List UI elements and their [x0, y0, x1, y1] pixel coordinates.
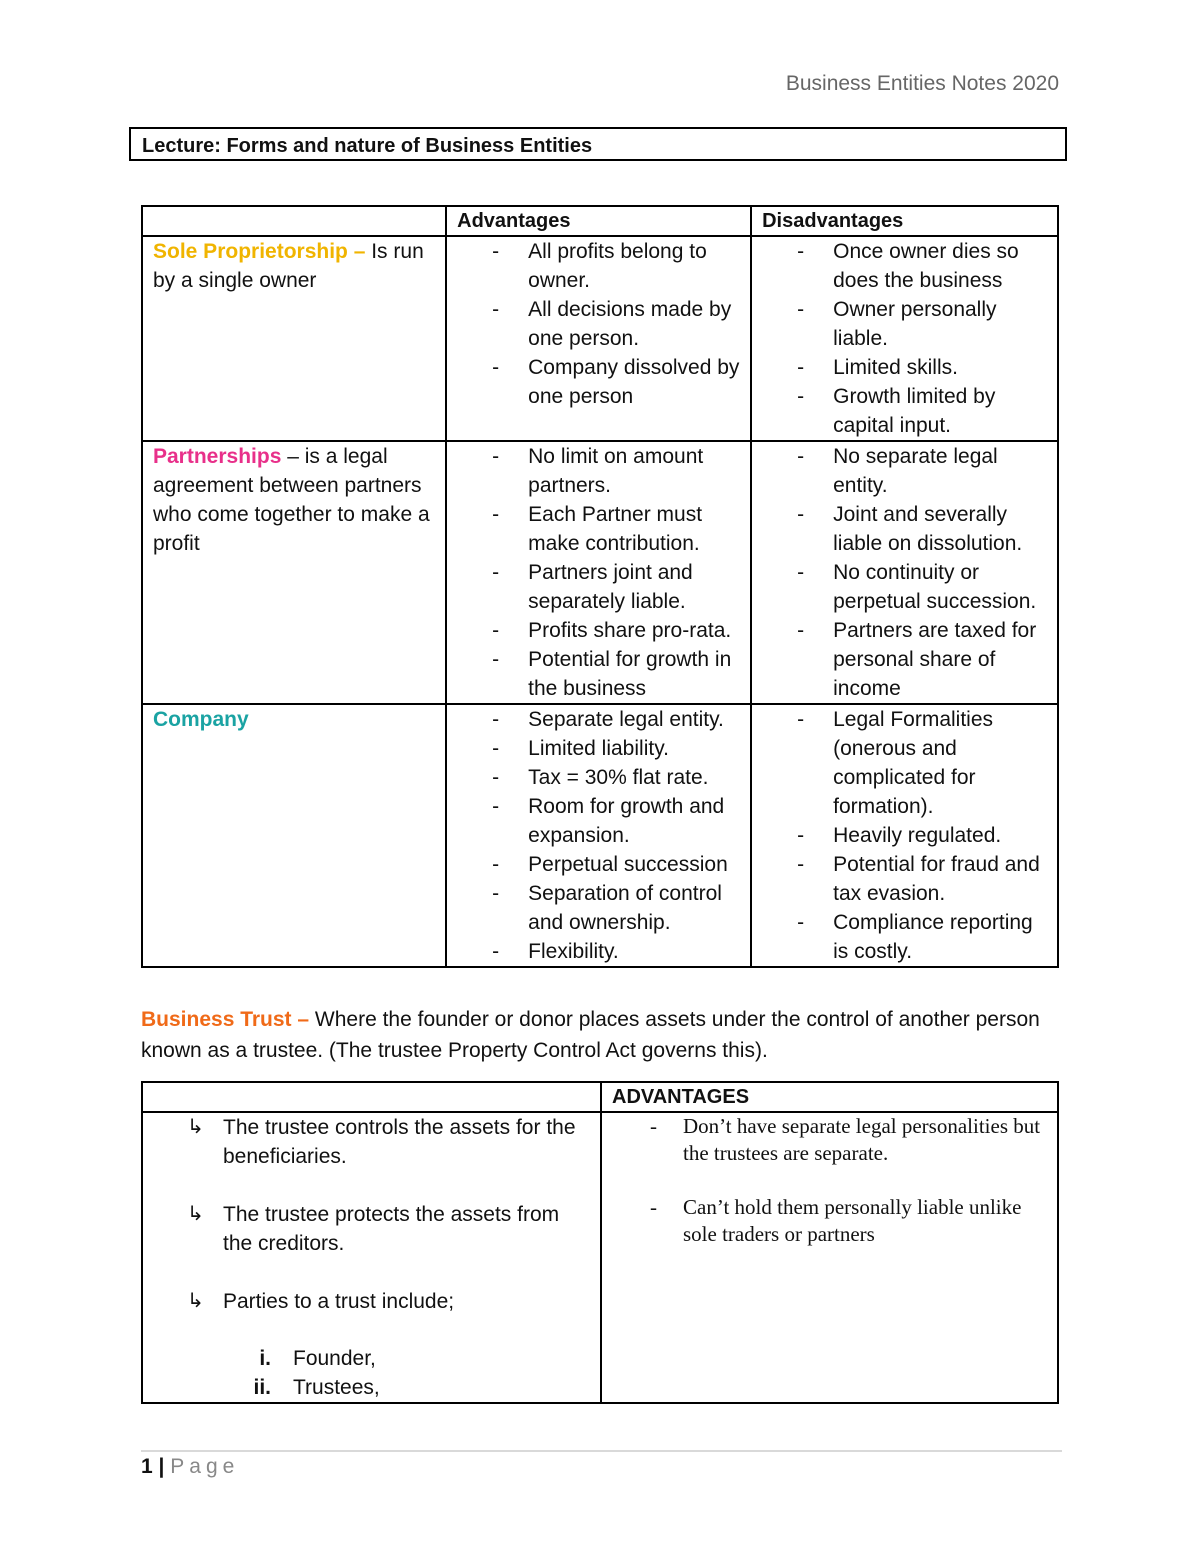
point-text: Parties to a trust include;	[223, 1290, 455, 1313]
table-row-sole-proprietorship	[142, 236, 1058, 441]
entity-name: Company	[153, 708, 249, 731]
entity-name: Partnerships	[153, 445, 282, 468]
disadvantages-cell	[751, 441, 1058, 704]
entity-cell	[142, 236, 446, 441]
list-item	[153, 1287, 590, 1316]
advantages-cell	[446, 704, 751, 967]
list-item: - Profits share pro-rata.	[457, 616, 740, 645]
entities-table	[141, 205, 1059, 968]
header-cell-advantages: Advantages	[446, 206, 751, 236]
page-separator: |	[158, 1455, 165, 1478]
trust-body-row	[142, 1112, 1058, 1403]
list-item: - No separate legal entity.	[762, 442, 1047, 500]
roman-numeral: ii.	[253, 1376, 271, 1399]
lecture-title-box	[129, 127, 1067, 161]
list-item: - Separation of control and ownership.	[457, 879, 740, 937]
trust-header-left	[142, 1082, 601, 1112]
trust-header-advantages: ADVANTAGES	[601, 1082, 1058, 1112]
table-header-row	[142, 206, 1058, 236]
list-item: - Company dissolved by one person	[457, 353, 740, 411]
advantages-cell	[446, 441, 751, 704]
disadvantages-cell	[751, 236, 1058, 441]
list-item: - Tax = 30% flat rate.	[457, 763, 740, 792]
list-item: - Partners joint and separately liable.	[457, 558, 740, 616]
page-footer	[141, 1455, 239, 1479]
list-item: - Joint and severally liable on dissolution.	[762, 500, 1047, 558]
business-trust-paragraph	[141, 1004, 1066, 1066]
table-row-partnerships	[142, 441, 1058, 704]
list-item: - Partners are taxed for personal share of income	[762, 616, 1047, 703]
page-label: Page	[170, 1455, 240, 1478]
point-text: The trustee controls the assets for the beneficiaries.	[223, 1116, 576, 1168]
list-item: - Limited skills.	[762, 353, 1047, 382]
entity-cell	[142, 441, 446, 704]
list-item: - Growth limited by capital input.	[762, 382, 1047, 440]
list-item	[153, 1373, 590, 1402]
list-item: - Once owner dies so does the business	[762, 237, 1047, 295]
list-item: - Compliance reporting is costly.	[762, 908, 1047, 966]
entity-description: Is run by a single owner	[153, 240, 424, 292]
arrow-icon: ↳	[187, 1203, 204, 1225]
party-label: Founder,	[293, 1347, 376, 1370]
list-item	[153, 1344, 590, 1373]
list-item: - Separate legal entity.	[457, 705, 740, 734]
entity-cell	[142, 704, 446, 967]
trust-points-cell	[142, 1112, 601, 1403]
list-item: - Owner personally liable.	[762, 295, 1047, 353]
list-item: - Each Partner must make contribution.	[457, 500, 740, 558]
list-item: - All decisions made by one person.	[457, 295, 740, 353]
list-item: - Potential for fraud and tax evasion.	[762, 850, 1047, 908]
trust-advantages-cell	[601, 1112, 1058, 1403]
document-header-title: Business Entities Notes 2020	[785, 72, 1059, 95]
arrow-icon: ↳	[187, 1290, 204, 1312]
list-item: - Limited liability.	[457, 734, 740, 763]
list-item: - Room for growth and expansion.	[457, 792, 740, 850]
list-item: - Can’t hold them personally liable unlike sole traders or partners	[612, 1194, 1047, 1248]
disadvantages-cell	[751, 704, 1058, 967]
roman-numeral: i.	[259, 1347, 271, 1370]
parties-list	[153, 1344, 590, 1402]
list-item: - Don’t have separate legal personalities but the trustees are separate.	[612, 1113, 1047, 1167]
list-item: - Potential for growth in the business	[457, 645, 740, 703]
party-label: Trustees,	[293, 1376, 380, 1399]
point-text: The trustee protects the assets from the creditors.	[223, 1203, 560, 1255]
advantages-cell	[446, 236, 751, 441]
header-cell-entity	[142, 206, 446, 236]
page-number: 1	[141, 1455, 153, 1478]
trust-description: Where the founder or donor places assets under the control of another person known as a trustee. (The trustee Property Control Act governs this).	[141, 1008, 1040, 1062]
entity-name: Sole Proprietorship –	[153, 240, 366, 263]
list-item: - Flexibility.	[457, 937, 740, 966]
trust-header-row	[142, 1082, 1058, 1112]
arrow-icon: ↳	[187, 1116, 204, 1138]
entity-description: – is a legal agreement between partners who come together to make a profit	[153, 445, 430, 555]
list-item: - All profits belong to owner.	[457, 237, 740, 295]
lecture-title: Lecture: Forms and nature of Business Entities	[142, 135, 593, 157]
table-row-company	[142, 704, 1058, 967]
list-item: - Perpetual succession	[457, 850, 740, 879]
footer-divider	[141, 1450, 1062, 1452]
list-item: - No limit on amount partners.	[457, 442, 740, 500]
list-item	[153, 1200, 590, 1258]
list-item: - Legal Formalities (onerous and complicated for formation).	[762, 705, 1047, 821]
trust-name: Business Trust –	[141, 1008, 310, 1031]
list-item: - Heavily regulated.	[762, 821, 1047, 850]
list-item: - No continuity or perpetual succession.	[762, 558, 1047, 616]
header-cell-disadvantages: Disadvantages	[751, 206, 1058, 236]
list-item	[153, 1113, 590, 1171]
trust-table	[141, 1081, 1059, 1404]
